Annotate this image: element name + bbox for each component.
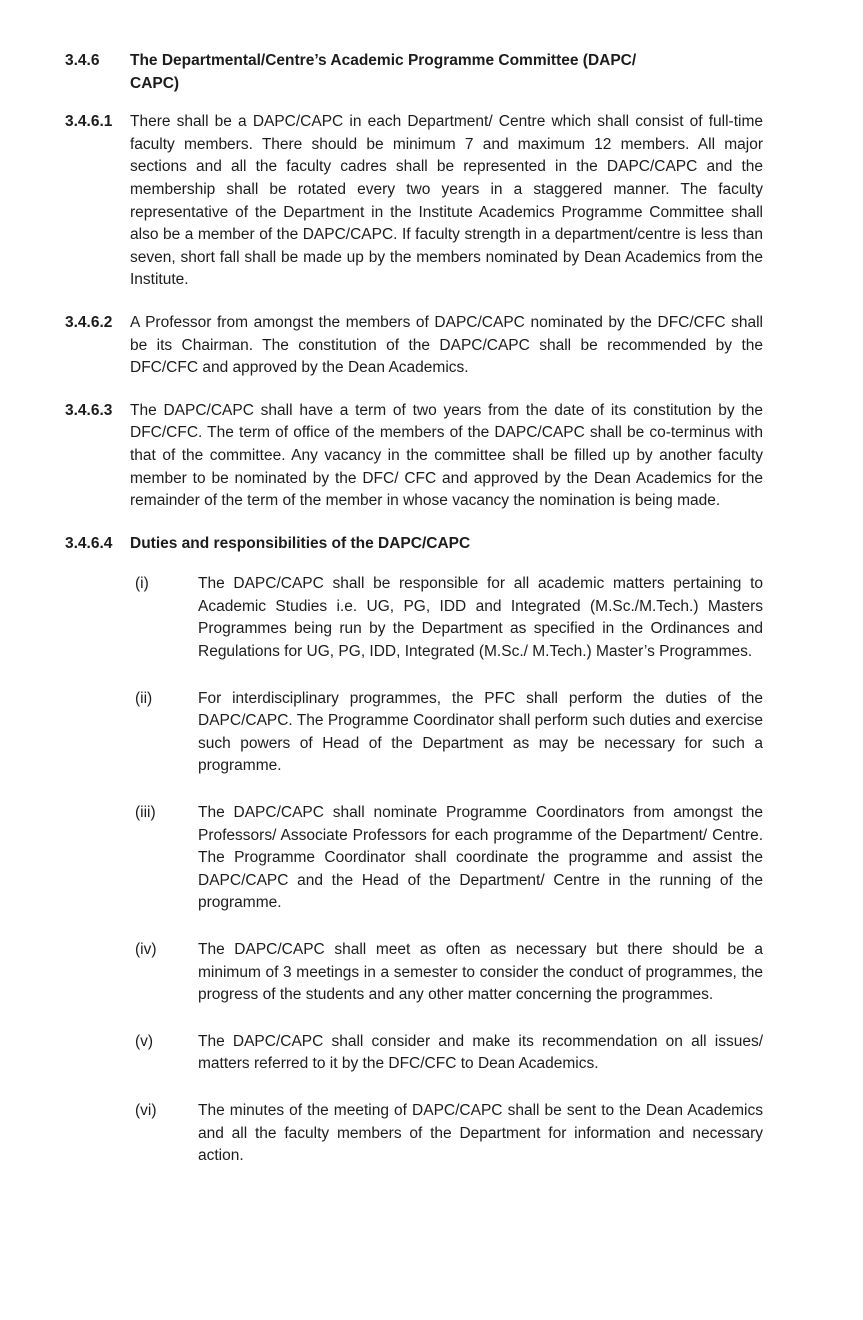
clause-3-4-6-3	[65, 400, 763, 513]
duty-item-iv	[135, 939, 763, 1007]
duty-label: (v)	[135, 1032, 154, 1050]
duty-label: (vi)	[135, 1101, 157, 1119]
clause-text: A Professor from amongst the members of DAPC/CAPC nominated by the DFC/CFC shall be its Chairman. The constitution of the DAPC/CAPC shall be recommended by the DFC/CFC and approved by the Dean Academics.	[130, 313, 763, 377]
duty-text: The minutes of the meeting of DAPC/CAPC shall be sent to the Dean Academics and all the faculty members of the Department for information and necessary action.	[198, 1101, 763, 1165]
duty-item-v	[135, 1031, 763, 1076]
duty-label: (ii)	[135, 689, 153, 707]
duty-item-ii	[135, 688, 763, 778]
duty-text: The DAPC/CAPC shall be responsible for all academic matters pertaining to Academic Studies i.e. UG, PG, IDD and Integrated (M.Sc./M.Tech.) Masters Programmes being run by the Department as specified in the Ordinances and Regulations for UG, PG, IDD, Integrated (M.Sc./ M.Tech.) Master’s Programmes.	[198, 575, 763, 661]
clause-number: 3.4.6.1	[65, 113, 113, 131]
duty-label: (i)	[135, 575, 149, 593]
duty-label: (iii)	[135, 804, 156, 822]
clause-number: 3.4.6.3	[65, 401, 113, 419]
section-number: 3.4.6	[65, 52, 100, 69]
duty-text: The DAPC/CAPC shall meet as often as necessary but there should be a minimum of 3 meetings in a semester to consider the conduct of programmes, the progress of the students and any other matter concerning the programmes.	[198, 941, 763, 1004]
subsection-title: Duties and responsibilities of the DAPC/CAPC	[130, 534, 471, 552]
duty-text: The DAPC/CAPC shall nominate Programme Coordinators from amongst the Professors/ Associate Professors for each programme of the Department/ Centre. The Programme Coordinator shall coordinate the programme and assist the DAPC/CAPC and the Head of the Department/ Centre in the running of the programme.	[198, 804, 763, 912]
clause-text: The DAPC/CAPC shall have a term of two years from the date of its constitution by the DFC/CFC. The term of office of the members of the DAPC/CAPC shall be co-terminus with that of the committee. Any vacancy in the committee shall be filled up by another faculty member to be nominated by the DFC/ CFC and approved by the Dean Academics for the remainder of the term of the member in whose vacancy the nomination is being made.	[130, 401, 763, 510]
duty-text: The DAPC/CAPC shall consider and make its recommendation on all issues/ matters referred to it by the DFC/CFC to Dean Academics.	[198, 1032, 763, 1073]
duty-text: For interdisciplinary programmes, the PFC shall perform the duties of the DAPC/CAPC. The Programme Coordinator shall perform such duties and exercise such powers of Head of the Department as may be necessary for such a programme.	[198, 689, 763, 775]
duty-item-vi	[135, 1100, 763, 1168]
clause-3-4-6-2	[65, 312, 763, 380]
clause-3-4-6-1	[65, 111, 763, 292]
duty-item-i	[135, 573, 763, 663]
subsection-number: 3.4.6.4	[65, 534, 113, 552]
section-title	[130, 50, 763, 95]
clause-text: There shall be a DAPC/CAPC in each Department/ Centre which shall consist of full-time faculty members. There should be minimum 7 and maximum 12 members. All major sections and all the faculty cadres shall be represented in the DAPC/CAPC and the membership shall be rotated every two years in a staggered manner. The faculty representative of the Department in the Institute Academics Programme Committee shall also be a member of the DAPC/CAPC. If faculty strength in a department/centre is less than seven, short fall shall be made up by the members nominated by Dean Academics from the Institute.	[130, 113, 763, 289]
section-title-line-2: CAPC)	[130, 74, 180, 92]
clause-number: 3.4.6.2	[65, 313, 113, 331]
subsection-heading	[65, 533, 763, 556]
section-heading	[65, 50, 763, 95]
duty-label: (iv)	[135, 941, 157, 958]
section-title-line-1: The Departmental/Centre’s Academic Programme Committee (DAPC/	[130, 52, 637, 69]
duty-item-iii	[135, 802, 763, 915]
duties-list	[65, 573, 763, 1167]
